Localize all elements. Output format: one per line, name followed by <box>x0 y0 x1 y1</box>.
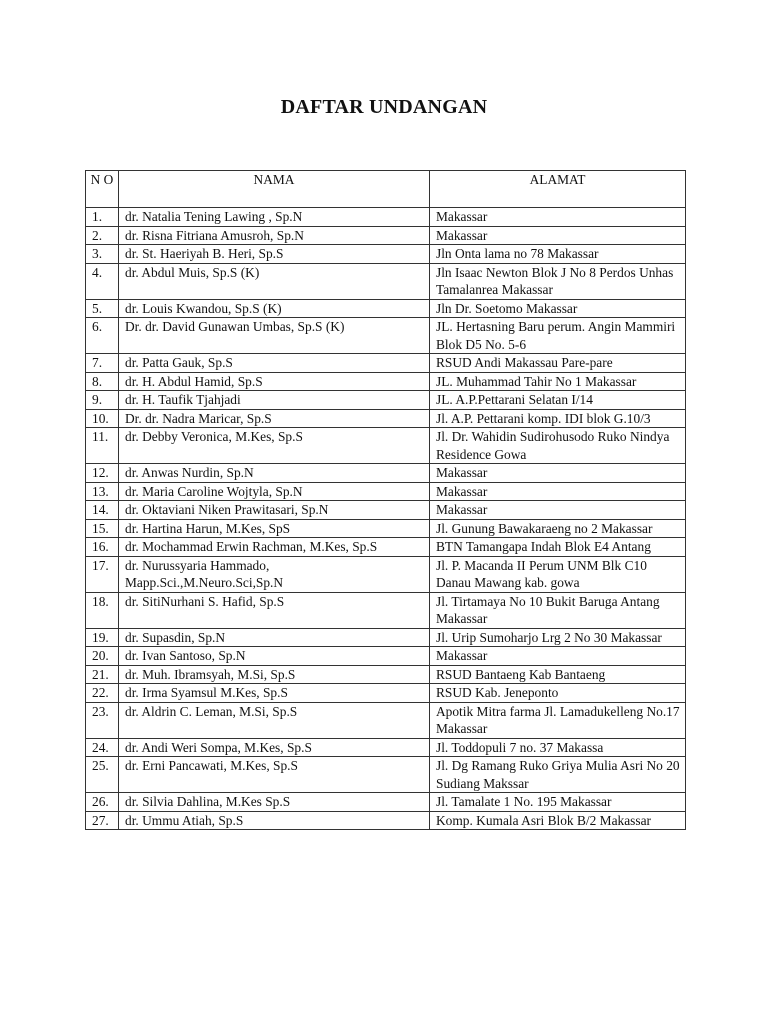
row-number: 3. <box>86 245 119 264</box>
row-name: dr. Anwas Nurdin, Sp.N <box>119 464 430 483</box>
row-address: Jl. Gunung Bawakaraeng no 2 Makassar <box>430 519 686 538</box>
column-header-alamat: ALAMAT <box>430 171 686 208</box>
row-name: dr. Risna Fitriana Amusroh, Sp.N <box>119 226 430 245</box>
row-name: dr. H. Taufik Tjahjadi <box>119 391 430 410</box>
row-name: dr. St. Haeriyah B. Heri, Sp.S <box>119 245 430 264</box>
row-number: 12. <box>86 464 119 483</box>
row-name: dr. SitiNurhani S. Hafid, Sp.S <box>119 592 430 628</box>
row-name: dr. Debby Veronica, M.Kes, Sp.S <box>119 428 430 464</box>
row-address: Komp. Kumala Asri Blok B/2 Makassar <box>430 811 686 830</box>
row-number: 24. <box>86 738 119 757</box>
row-address: Jl. Tamalate 1 No. 195 Makassar <box>430 793 686 812</box>
row-address: Jl. P. Macanda II Perum UNM Blk C10 Danau Mawang kab. gowa <box>430 556 686 592</box>
row-address: RSUD Andi Makassau Pare-pare <box>430 354 686 373</box>
table-row <box>86 738 686 757</box>
row-address: Jl. Urip Sumoharjo Lrg 2 No 30 Makassar <box>430 628 686 647</box>
table-row <box>86 702 686 738</box>
table-row <box>86 757 686 793</box>
row-number: 2. <box>86 226 119 245</box>
row-name: dr. Supasdin, Sp.N <box>119 628 430 647</box>
table-row <box>86 318 686 354</box>
row-address: Jln Isaac Newton Blok J No 8 Perdos Unhas Tamalanrea Makassar <box>430 263 686 299</box>
row-address: Makassar <box>430 226 686 245</box>
row-address: Makassar <box>430 208 686 227</box>
column-header-no: N O <box>86 171 119 208</box>
table-body <box>86 208 686 830</box>
column-header-nama: NAMA <box>119 171 430 208</box>
row-number: 5. <box>86 299 119 318</box>
row-name: dr. Mochammad Erwin Rachman, M.Kes, Sp.S <box>119 538 430 557</box>
row-address: Makassar <box>430 647 686 666</box>
row-address: RSUD Kab. Jeneponto <box>430 684 686 703</box>
row-address: Jln Dr. Soetomo Makassar <box>430 299 686 318</box>
row-name: dr. Hartina Harun, M.Kes, SpS <box>119 519 430 538</box>
row-name: dr. Muh. Ibramsyah, M.Si, Sp.S <box>119 665 430 684</box>
table-row <box>86 811 686 830</box>
row-name: dr. Abdul Muis, Sp.S (K) <box>119 263 430 299</box>
row-address: Makassar <box>430 464 686 483</box>
row-number: 10. <box>86 409 119 428</box>
table-row <box>86 628 686 647</box>
row-number: 16. <box>86 538 119 557</box>
row-number: 25. <box>86 757 119 793</box>
invitation-table <box>85 170 686 830</box>
row-name: dr. Louis Kwandou, Sp.S (K) <box>119 299 430 318</box>
row-address: JL. A.P.Pettarani Selatan I/14 <box>430 391 686 410</box>
table-row <box>86 538 686 557</box>
row-number: 13. <box>86 482 119 501</box>
row-address: RSUD Bantaeng Kab Bantaeng <box>430 665 686 684</box>
row-number: 22. <box>86 684 119 703</box>
table-row <box>86 793 686 812</box>
table-row <box>86 519 686 538</box>
row-number: 23. <box>86 702 119 738</box>
table-row <box>86 226 686 245</box>
row-name: dr. Oktaviani Niken Prawitasari, Sp.N <box>119 501 430 520</box>
row-name: Dr. dr. Nadra Maricar, Sp.S <box>119 409 430 428</box>
row-number: 6. <box>86 318 119 354</box>
table-row <box>86 647 686 666</box>
table-row <box>86 409 686 428</box>
table-row <box>86 354 686 373</box>
row-address: JL. Muhammad Tahir No 1 Makassar <box>430 372 686 391</box>
row-number: 18. <box>86 592 119 628</box>
row-name: dr. Andi Weri Sompa, M.Kes, Sp.S <box>119 738 430 757</box>
row-number: 11. <box>86 428 119 464</box>
row-number: 20. <box>86 647 119 666</box>
row-name: dr. H. Abdul Hamid, Sp.S <box>119 372 430 391</box>
table-row <box>86 482 686 501</box>
row-number: 14. <box>86 501 119 520</box>
row-address: JL. Hertasning Baru perum. Angin Mammiri Blok D5 No. 5-6 <box>430 318 686 354</box>
row-number: 8. <box>86 372 119 391</box>
table-row <box>86 245 686 264</box>
table-row <box>86 372 686 391</box>
table-row <box>86 299 686 318</box>
table-row <box>86 665 686 684</box>
row-name: dr. Maria Caroline Wojtyla, Sp.N <box>119 482 430 501</box>
row-address: Jl. Toddopuli 7 no. 37 Makassa <box>430 738 686 757</box>
row-address: BTN Tamangapa Indah Blok E4 Antang <box>430 538 686 557</box>
row-number: 4. <box>86 263 119 299</box>
document-title: DAFTAR UNDANGAN <box>280 96 488 118</box>
table-header-row <box>86 171 686 208</box>
row-name: dr. Erni Pancawati, M.Kes, Sp.S <box>119 757 430 793</box>
row-address: Makassar <box>430 501 686 520</box>
row-name: dr. Ummu Atiah, Sp.S <box>119 811 430 830</box>
row-address: Jl. Tirtamaya No 10 Bukit Baruga Antang Makassar <box>430 592 686 628</box>
table-row <box>86 592 686 628</box>
row-number: 27. <box>86 811 119 830</box>
table-row <box>86 263 686 299</box>
row-name: dr. Silvia Dahlina, M.Kes Sp.S <box>119 793 430 812</box>
row-address: Jl. Dr. Wahidin Sudirohusodo Ruko Nindya Residence Gowa <box>430 428 686 464</box>
row-number: 9. <box>86 391 119 410</box>
row-name: dr. Nurussyaria Hammado, Mapp.Sci.,M.Neuro.Sci,Sp.N <box>119 556 430 592</box>
row-address: Jl. Dg Ramang Ruko Griya Mulia Asri No 20 Sudiang Makssar <box>430 757 686 793</box>
table-row <box>86 428 686 464</box>
row-number: 19. <box>86 628 119 647</box>
row-address: Jl. A.P. Pettarani komp. IDI blok G.10/3 <box>430 409 686 428</box>
table-row <box>86 501 686 520</box>
row-name: dr. Aldrin C. Leman, M.Si, Sp.S <box>119 702 430 738</box>
row-name: Dr. dr. David Gunawan Umbas, Sp.S (K) <box>119 318 430 354</box>
row-name: dr. Irma Syamsul M.Kes, Sp.S <box>119 684 430 703</box>
row-address: Jln Onta lama no 78 Makassar <box>430 245 686 264</box>
row-number: 21. <box>86 665 119 684</box>
table-row <box>86 684 686 703</box>
row-name: dr. Natalia Tening Lawing , Sp.N <box>119 208 430 227</box>
table-row <box>86 208 686 227</box>
row-number: 26. <box>86 793 119 812</box>
table-row <box>86 464 686 483</box>
row-number: 1. <box>86 208 119 227</box>
row-number: 17. <box>86 556 119 592</box>
table-row <box>86 556 686 592</box>
table-row <box>86 391 686 410</box>
row-number: 15. <box>86 519 119 538</box>
row-name: dr. Ivan Santoso, Sp.N <box>119 647 430 666</box>
row-number: 7. <box>86 354 119 373</box>
row-address: Makassar <box>430 482 686 501</box>
row-address: Apotik Mitra farma Jl. Lamadukelleng No.17 Makassar <box>430 702 686 738</box>
row-name: dr. Patta Gauk, Sp.S <box>119 354 430 373</box>
